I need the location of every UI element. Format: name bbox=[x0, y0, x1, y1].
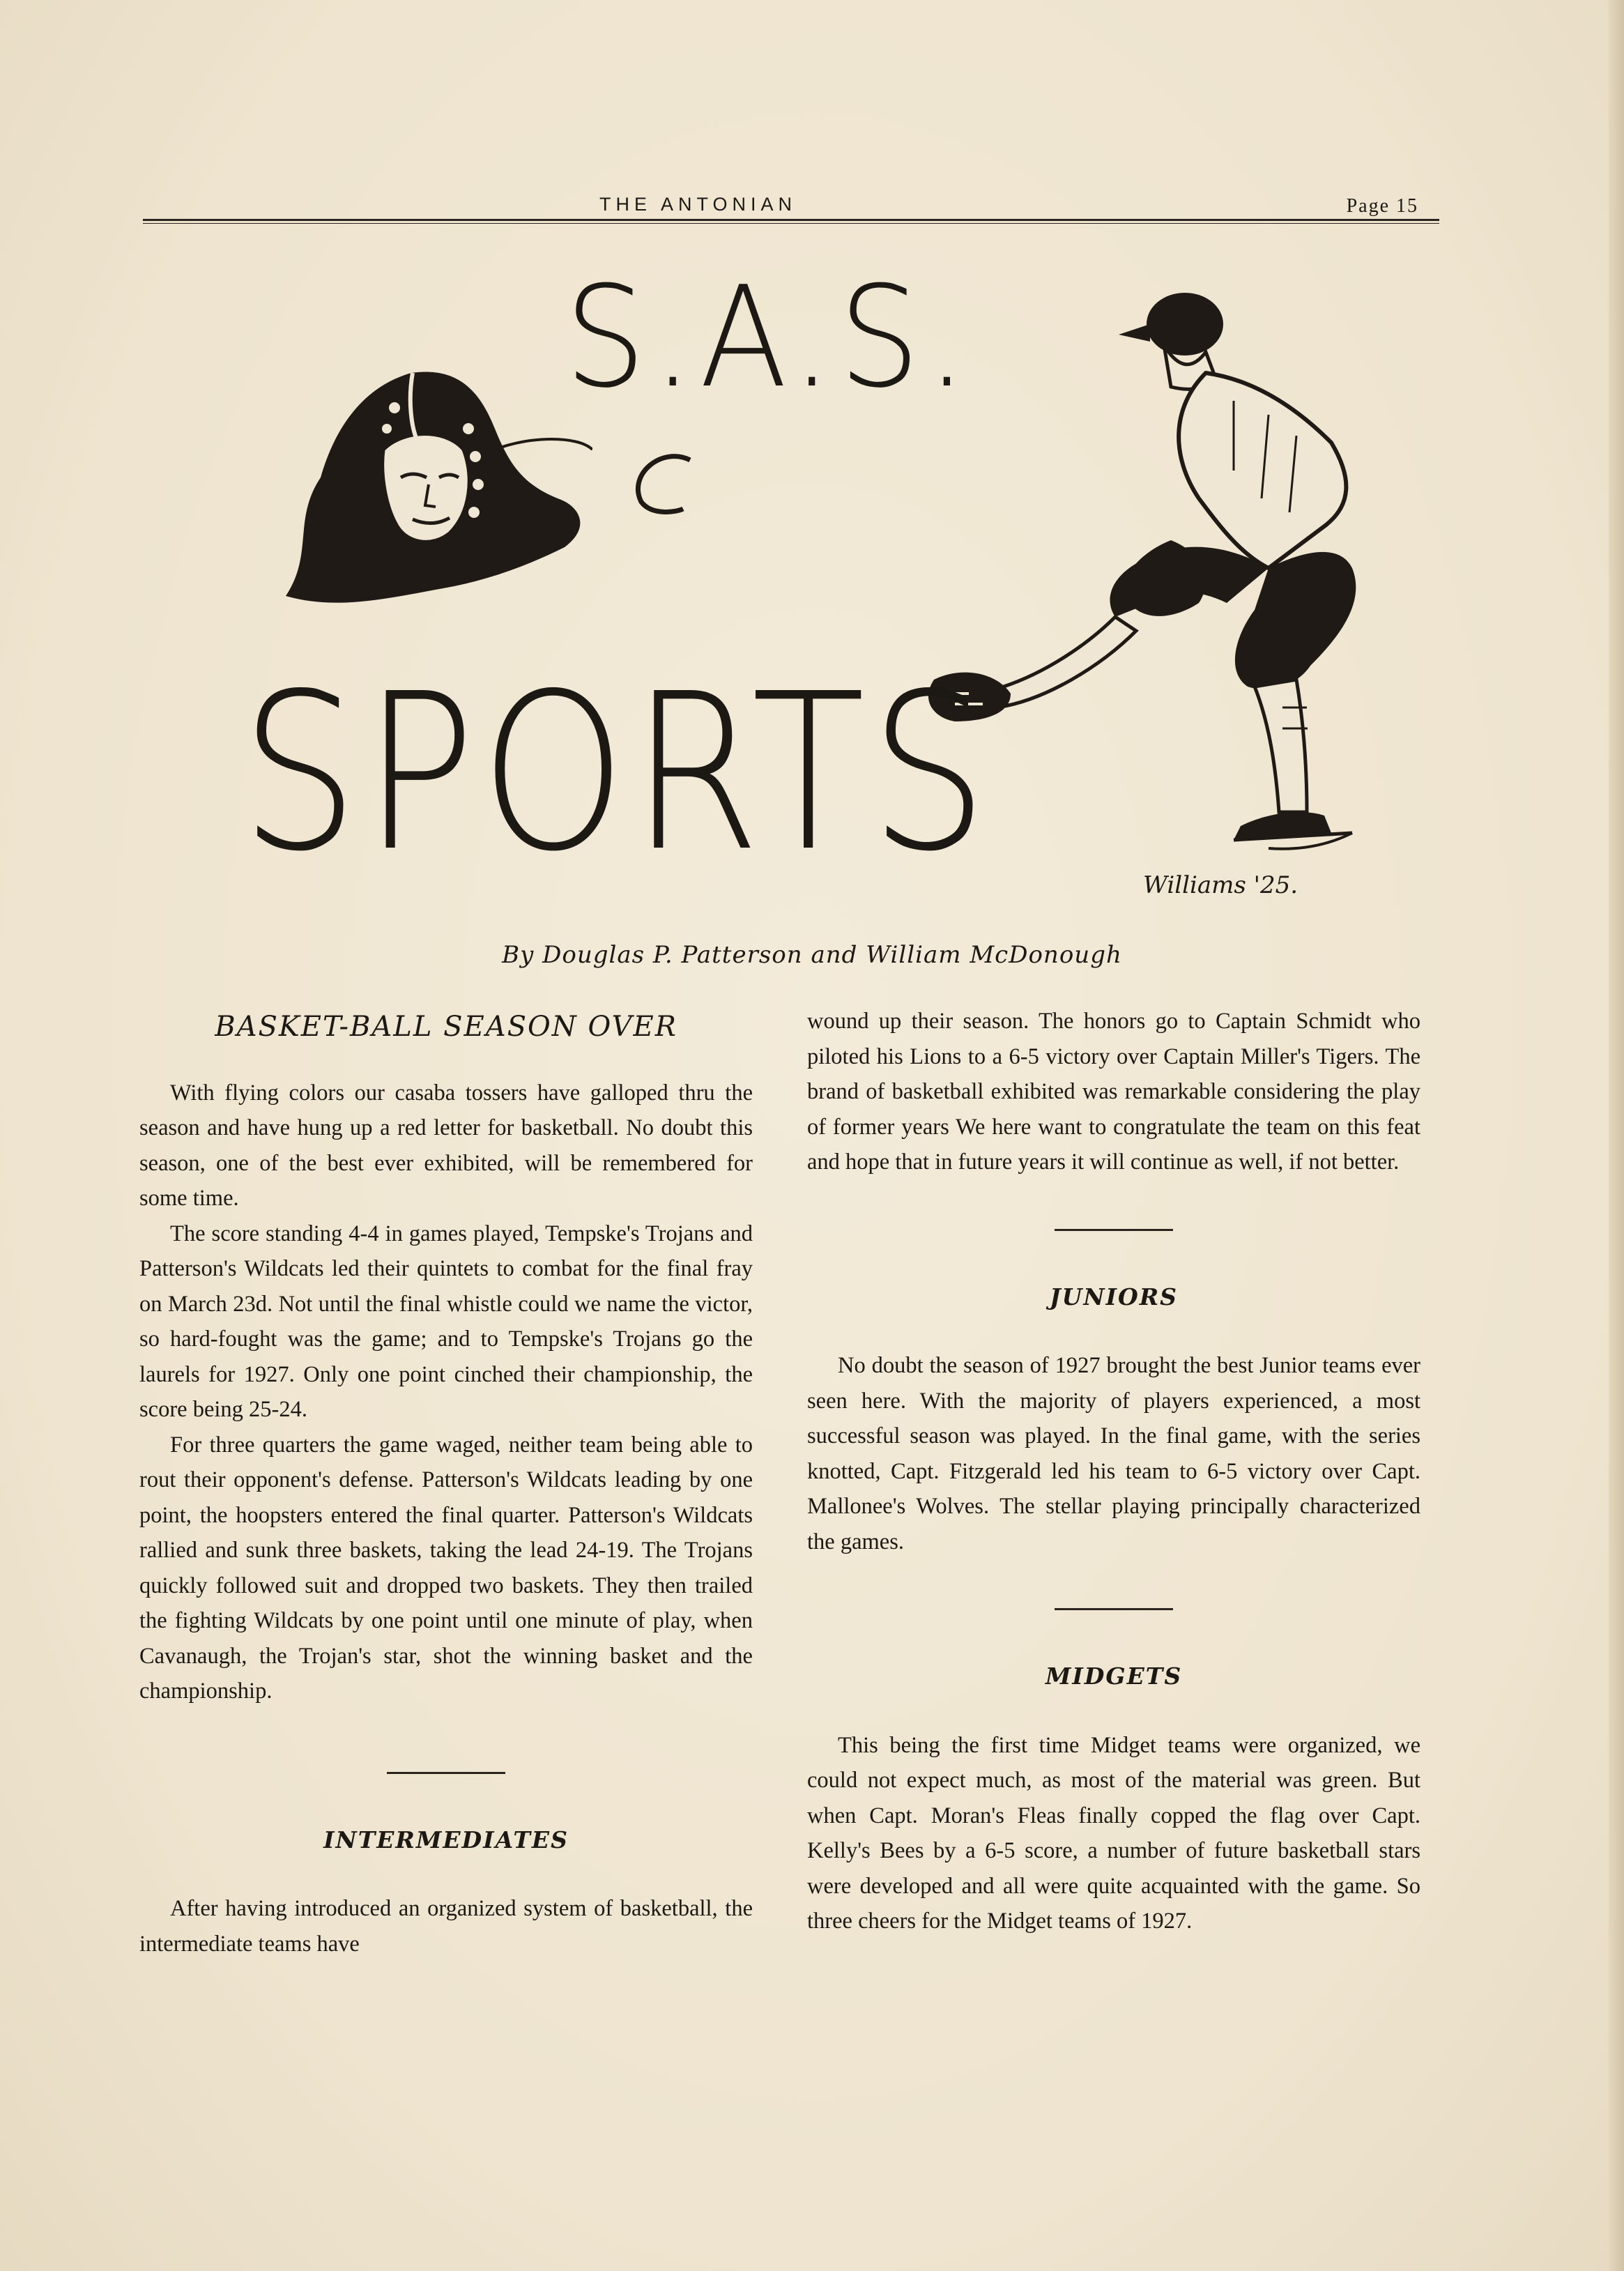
page-number: Page 15 bbox=[1346, 195, 1418, 217]
publication-title: THE ANTONIAN bbox=[599, 194, 797, 215]
article-paragraph-3: For three quarters the game waged, neither team being able to rout their opponent's defense. Patterson's Wildcats leading by one point, the hoopsters entered the final quarter. Patterson's Wildcats rallied and sunk three baskets, taking the lead 24-19. The Trojans quickly followed suit and dropped two baskets. They then trailed the fighting Wildcats by one point until one minute of play, when Cavanaugh, the Trojan's star, shot the winning basket and the championship. bbox=[139, 1432, 753, 1704]
midgets-heading: MIDGETS bbox=[1045, 1662, 1183, 1690]
intermediates-paragraph: After having introduced an organized system of basketball, the intermediate teams have bbox=[139, 1896, 753, 1957]
midgets-paragraph: This being the first time Midget teams were organized, we could not expect much, as most of the material was green. But when Capt. Moran's Fleas finally copped the flag over Capt. Kelly's Bees by a 6-5 score, a number of future basketball stars were developed and all were quite acquainted with the game. So three cheers for the Midget teams of 1927. bbox=[807, 1732, 1420, 1934]
masthead-sas: S.A.S. bbox=[565, 257, 974, 419]
article-paragraph-1: With flying colors our casaba tossers have galloped thru the season and have hung up a red letter for basketball. No doubt this season, one of the best ever exhibited, will be remembered for some time. bbox=[139, 1080, 753, 1211]
article-paragraph-2: The score standing 4-4 in games played, Tempske's Trojans and Patterson's Wildcats led their quintets to combat for the final fray on March 23d. Not until the final whistle could we name the victor, so hard-fought was the game; and to Tempske's Trojans go the laurels for 1927. Only one point cinched their championship, the score being 25-24. bbox=[139, 1221, 753, 1422]
header-rule bbox=[143, 219, 1439, 221]
page-edge bbox=[1609, 0, 1624, 2271]
juniors-heading: JUNIORS bbox=[1050, 1283, 1178, 1310]
article-heading: BASKET-BALL SEASON OVER bbox=[215, 1011, 677, 1043]
swoosh-mark bbox=[613, 446, 697, 530]
right-column bbox=[807, 1004, 1420, 1939]
continuation-paragraph: wound up their season. The honors go to Captain Schmidt who piloted his Lions to a 6-5 victory over Captain Miller's Tigers. The brand of basketball exhibited was remarkable considering the play of former years We here want to congratulate the team on this feat and hope that in future years it will continue as well, if not better. bbox=[807, 1009, 1420, 1175]
intermediates-heading: INTERMEDIATES bbox=[323, 1826, 569, 1853]
juniors-paragraph: No doubt the season of 1927 brought the best Junior teams ever seen here. With the majority of players experienced, a most successful season was played. In the final game, with the series knotted, Capt. Fitzgerald led his team to 6-5 victory over Capt. Mallonee's Wolves. The stellar playing principally characterized the games. bbox=[807, 1353, 1420, 1554]
artist-signature: Williams '25. bbox=[1143, 871, 1299, 899]
left-column bbox=[139, 1004, 753, 1962]
byline: By Douglas P. Patterson and William McDonough bbox=[502, 941, 1122, 969]
football-player-illustration bbox=[230, 345, 592, 624]
running-header bbox=[143, 194, 1439, 222]
header-rule-thin bbox=[143, 223, 1439, 224]
masthead-sports: SPORTS bbox=[240, 648, 993, 899]
